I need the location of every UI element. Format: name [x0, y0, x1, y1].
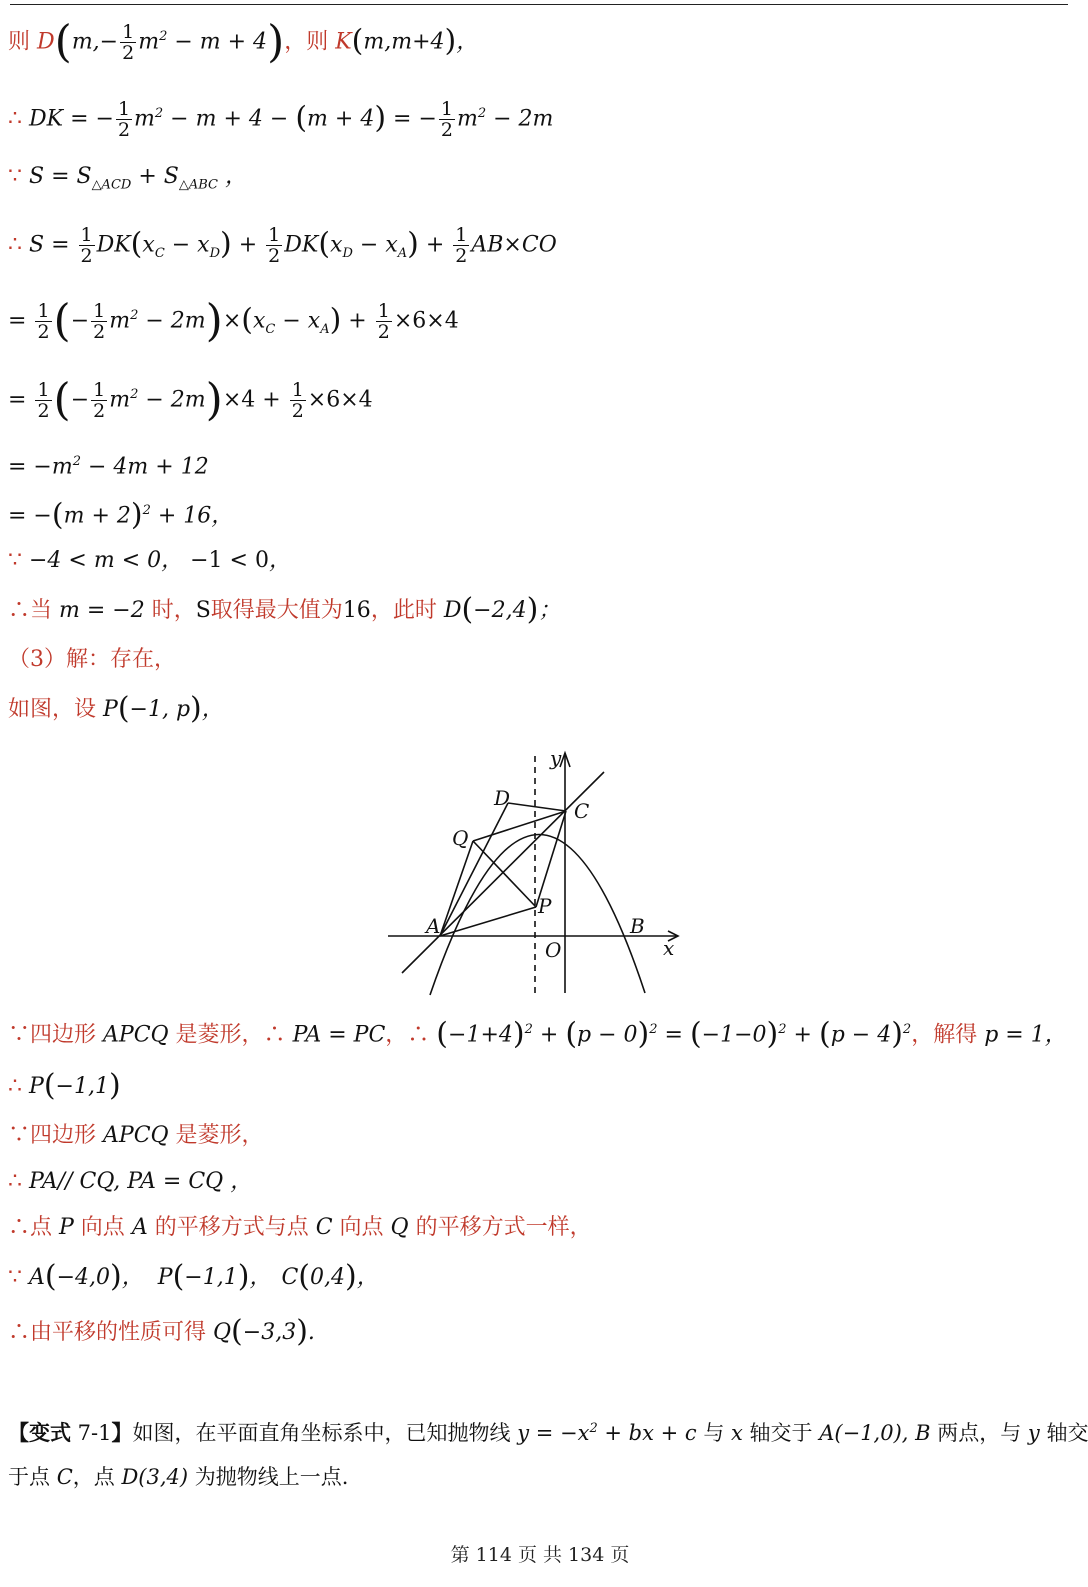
solution-line-3: ∵ $S = S_{\triangle ACD} + S_{\triangle ABC}$ ， — [8, 164, 247, 193]
problem-variant-line-1: 【变式 7-1】如图，在平面直角坐标系中，已知抛物线 $y = -x^2$ + bx + c 与 x 轴交于 A(−1,0), B 两点，与 y 轴交 — [8, 1420, 1088, 1445]
label-a: A — [426, 914, 441, 938]
segment-aq — [440, 841, 473, 936]
solution-line-9: ∵ −4 < m < 0， −1 < 0， — [8, 548, 291, 573]
solution-line-8: = $-(m + 2)^2 + 16$， — [8, 497, 234, 533]
segment-ad — [440, 803, 508, 936]
solution-line-10: ∴当 m = −2 时，S取得最大值为16，此时 D(−2,4)； — [8, 592, 561, 627]
page-footer: 第 114 页 共 134 页 — [450, 1544, 630, 1566]
solution-line-2: ∴ DK = − $\frac{1}{2}$ $m^2 - m + 4 - (m + 4)$ = − $\frac{1}{2}$ $m^2 - 2m$ — [8, 98, 554, 141]
label-p: P — [538, 894, 552, 918]
solution-line-12: 如图，设 P(−1, p)， — [8, 691, 224, 726]
label-d: D — [494, 786, 511, 810]
solution-line-6: = $\frac{1}{2}$ (− $\frac{1}{2}$ $m^2 - 2m)\times 4$ + $\frac{1}{2}$ ×6×4 — [8, 374, 373, 426]
solution-line-18: ∵ A(−4,0)， P(−1,1)， C(0,4)， — [8, 1259, 379, 1294]
problem-variant-line-2: 于点 C，点 D(3,4) 为抛物线上一点. — [8, 1465, 349, 1489]
parabola-rhombus-figure — [380, 745, 690, 1003]
solution-line-1: 则 D(m,− $\frac{1}{2}$ $m^2 - m + 4$)，则 K(m,m+4)， — [8, 16, 479, 68]
solution-line-19: ∴由平移的性质可得 Q(−3,3). — [8, 1314, 315, 1349]
solution-line-16: ∴ PA// CQ, PA = CQ ， — [8, 1169, 253, 1194]
label-o: O — [545, 938, 562, 962]
label-b: B — [630, 914, 645, 938]
solution-line-11: （3）解：存在， — [8, 647, 176, 672]
label-q: Q — [452, 826, 469, 850]
label-x: x — [663, 936, 675, 960]
label-c: C — [574, 799, 590, 823]
solution-line-7: = $-m^2 - 4m + 12$ — [8, 454, 209, 480]
top-rule — [10, 4, 1068, 5]
segment-dc — [508, 803, 566, 811]
solution-line-15: ∵四边形 APCQ 是菱形， — [8, 1123, 264, 1148]
solution-line-14: ∴ P(−1,1) — [8, 1068, 121, 1103]
label-y: y — [550, 746, 562, 770]
solution-line-13: ∵四边形 APCQ 是菱形，∴ PA = PC，∴ $(-1+4)^2 + (p - 0)^2 = (-1-0)^2 + (p - 4)^2$，解得 p = 1， — [8, 1016, 1067, 1052]
solution-line-4: ∴ S = $\frac{1}{2}$ $DK(x_C - x_D)$ + $\frac{1}{2}$ $DK(x_D - x_A)$ + $\frac{1}{2}$ AB×CO — [8, 224, 557, 267]
solution-line-17: ∴点 P 向点 A 的平移方式与点 C 向点 Q 的平移方式一样， — [8, 1215, 592, 1240]
solution-line-5: = $\frac{1}{2}$ (− $\frac{1}{2}$ $m^2 - 2m)\times(x_C - x_A)$ + $\frac{1}{2}$ ×6×4 — [8, 295, 459, 347]
